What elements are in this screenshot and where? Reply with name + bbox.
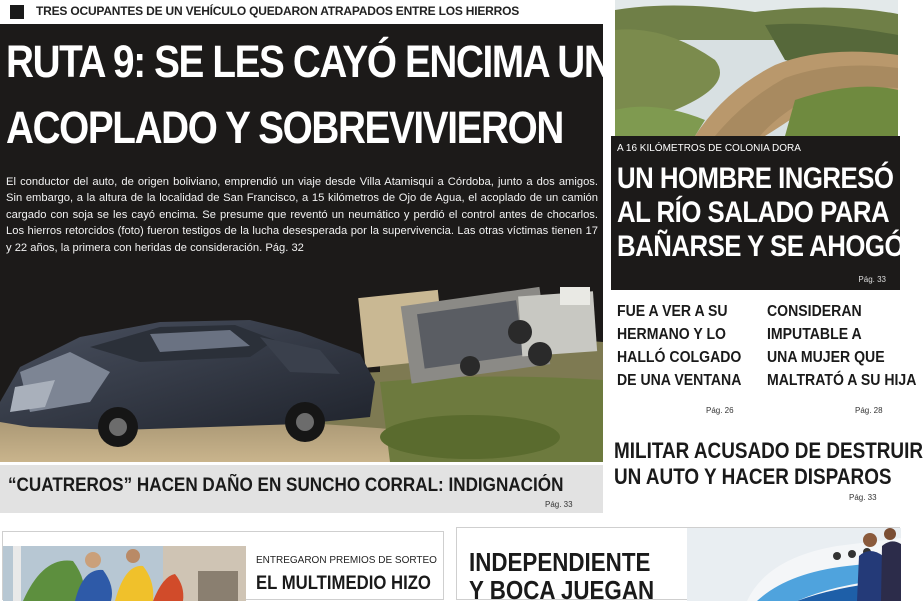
main-headline-line-2[interactable]: ACOPLADO Y SOBREVIVIERON: [6, 102, 563, 153]
prize-photo: [3, 546, 246, 601]
main-story-panel: [0, 24, 611, 462]
prize-kicker: ENTREGARON PREMIOS DE SORTEO: [256, 555, 437, 566]
brief-2-line-2: IMPUTABLE A: [767, 326, 862, 343]
brief-2-line-3: UNA MUJER QUE: [767, 349, 885, 366]
river-headline-line-3[interactable]: BAÑARSE Y SE AHOGÓ: [617, 230, 904, 263]
brief-1-line-1: FUE A VER A SU: [617, 303, 728, 320]
kicker-square-icon: [10, 5, 24, 19]
brief-2-line-4: MALTRATÓ A SU HIJA: [767, 372, 917, 389]
brief-1-line-3: HALLÓ COLGADO: [617, 349, 742, 366]
military-headline-line-1[interactable]: MILITAR ACUSADO DE DESTRUIR: [614, 438, 923, 463]
sports-headline-line-2: Y BOCA JUEGAN: [469, 575, 655, 605]
sports-headline[interactable]: [469, 548, 654, 604]
brief-2-page-ref: Pág. 28: [855, 406, 883, 415]
cuatreros-headline[interactable]: “CUATREROS” HACEN DAÑO EN SUNCHO CORRAL: INDIGNACIÓN: [8, 475, 564, 496]
river-kicker: A 16 KILÓMETROS DE COLONIA DORA: [617, 143, 801, 154]
sports-story-box[interactable]: [456, 527, 900, 605]
military-page-ref: Pág. 33: [849, 493, 877, 502]
main-story-body: El conductor del auto, de origen boliviano, emprendió un viaje desde Villa Atamisqui a Córdoba, junto a dos amigos. Sin embargo, a la altura de la localidad de San Francisco, a 15 kilómetros de Ojo de Agua, el acoplado de un camión cargado con soja se les cayó encima. Se presume que reventó un neumático y perdió el control antes de chocarlos. Los hierros retorcidos (foto) fueron testigos de la lucha desesperada por la supervivencia. Las otras víctimas tienen 17 y 22 años, la primera con heridas de consideración. Pág. 32: [6, 176, 598, 254]
main-kicker-bar: [0, 0, 603, 24]
brief-imputable-mother[interactable]: [767, 300, 916, 392]
cuatreros-page-ref: Pág. 33: [545, 500, 573, 509]
river-headline-line-1[interactable]: UN HOMBRE INGRESÓ: [617, 162, 894, 195]
brief-1-line-2: HERMANO Y LO: [617, 326, 727, 343]
cuatreros-story-bar[interactable]: [0, 465, 603, 513]
military-headline-line-2[interactable]: UN AUTO Y HACER DISPAROS: [614, 464, 892, 489]
brief-2-line-1: CONSIDERAN: [767, 303, 862, 320]
brief-1-line-4: DE UNA VENTANA: [617, 372, 742, 389]
main-kicker: TRES OCUPANTES DE UN VEHÍCULO QUEDARON ATRAPADOS ENTRE LOS HIERROS: [36, 4, 520, 18]
river-headline-line-2[interactable]: AL RÍO SALADO PARA: [617, 196, 890, 229]
brief-hanged-brother[interactable]: [617, 300, 741, 392]
crash-photo: [0, 262, 603, 462]
river-story-panel[interactable]: [611, 136, 904, 290]
prize-headline[interactable]: EL MULTIMEDIO HIZO: [256, 573, 431, 594]
river-page-ref: Pág. 33: [858, 275, 886, 284]
sports-photo: [687, 528, 901, 601]
main-headline-line-1[interactable]: RUTA 9: SE LES CAYÓ ENCIMA UN: [6, 36, 611, 87]
sports-headline-line-1: INDEPENDIENTE: [469, 547, 651, 577]
brief-1-page-ref: Pág. 26: [706, 406, 734, 415]
prize-story-box[interactable]: [2, 531, 444, 600]
river-photo: [615, 0, 898, 136]
